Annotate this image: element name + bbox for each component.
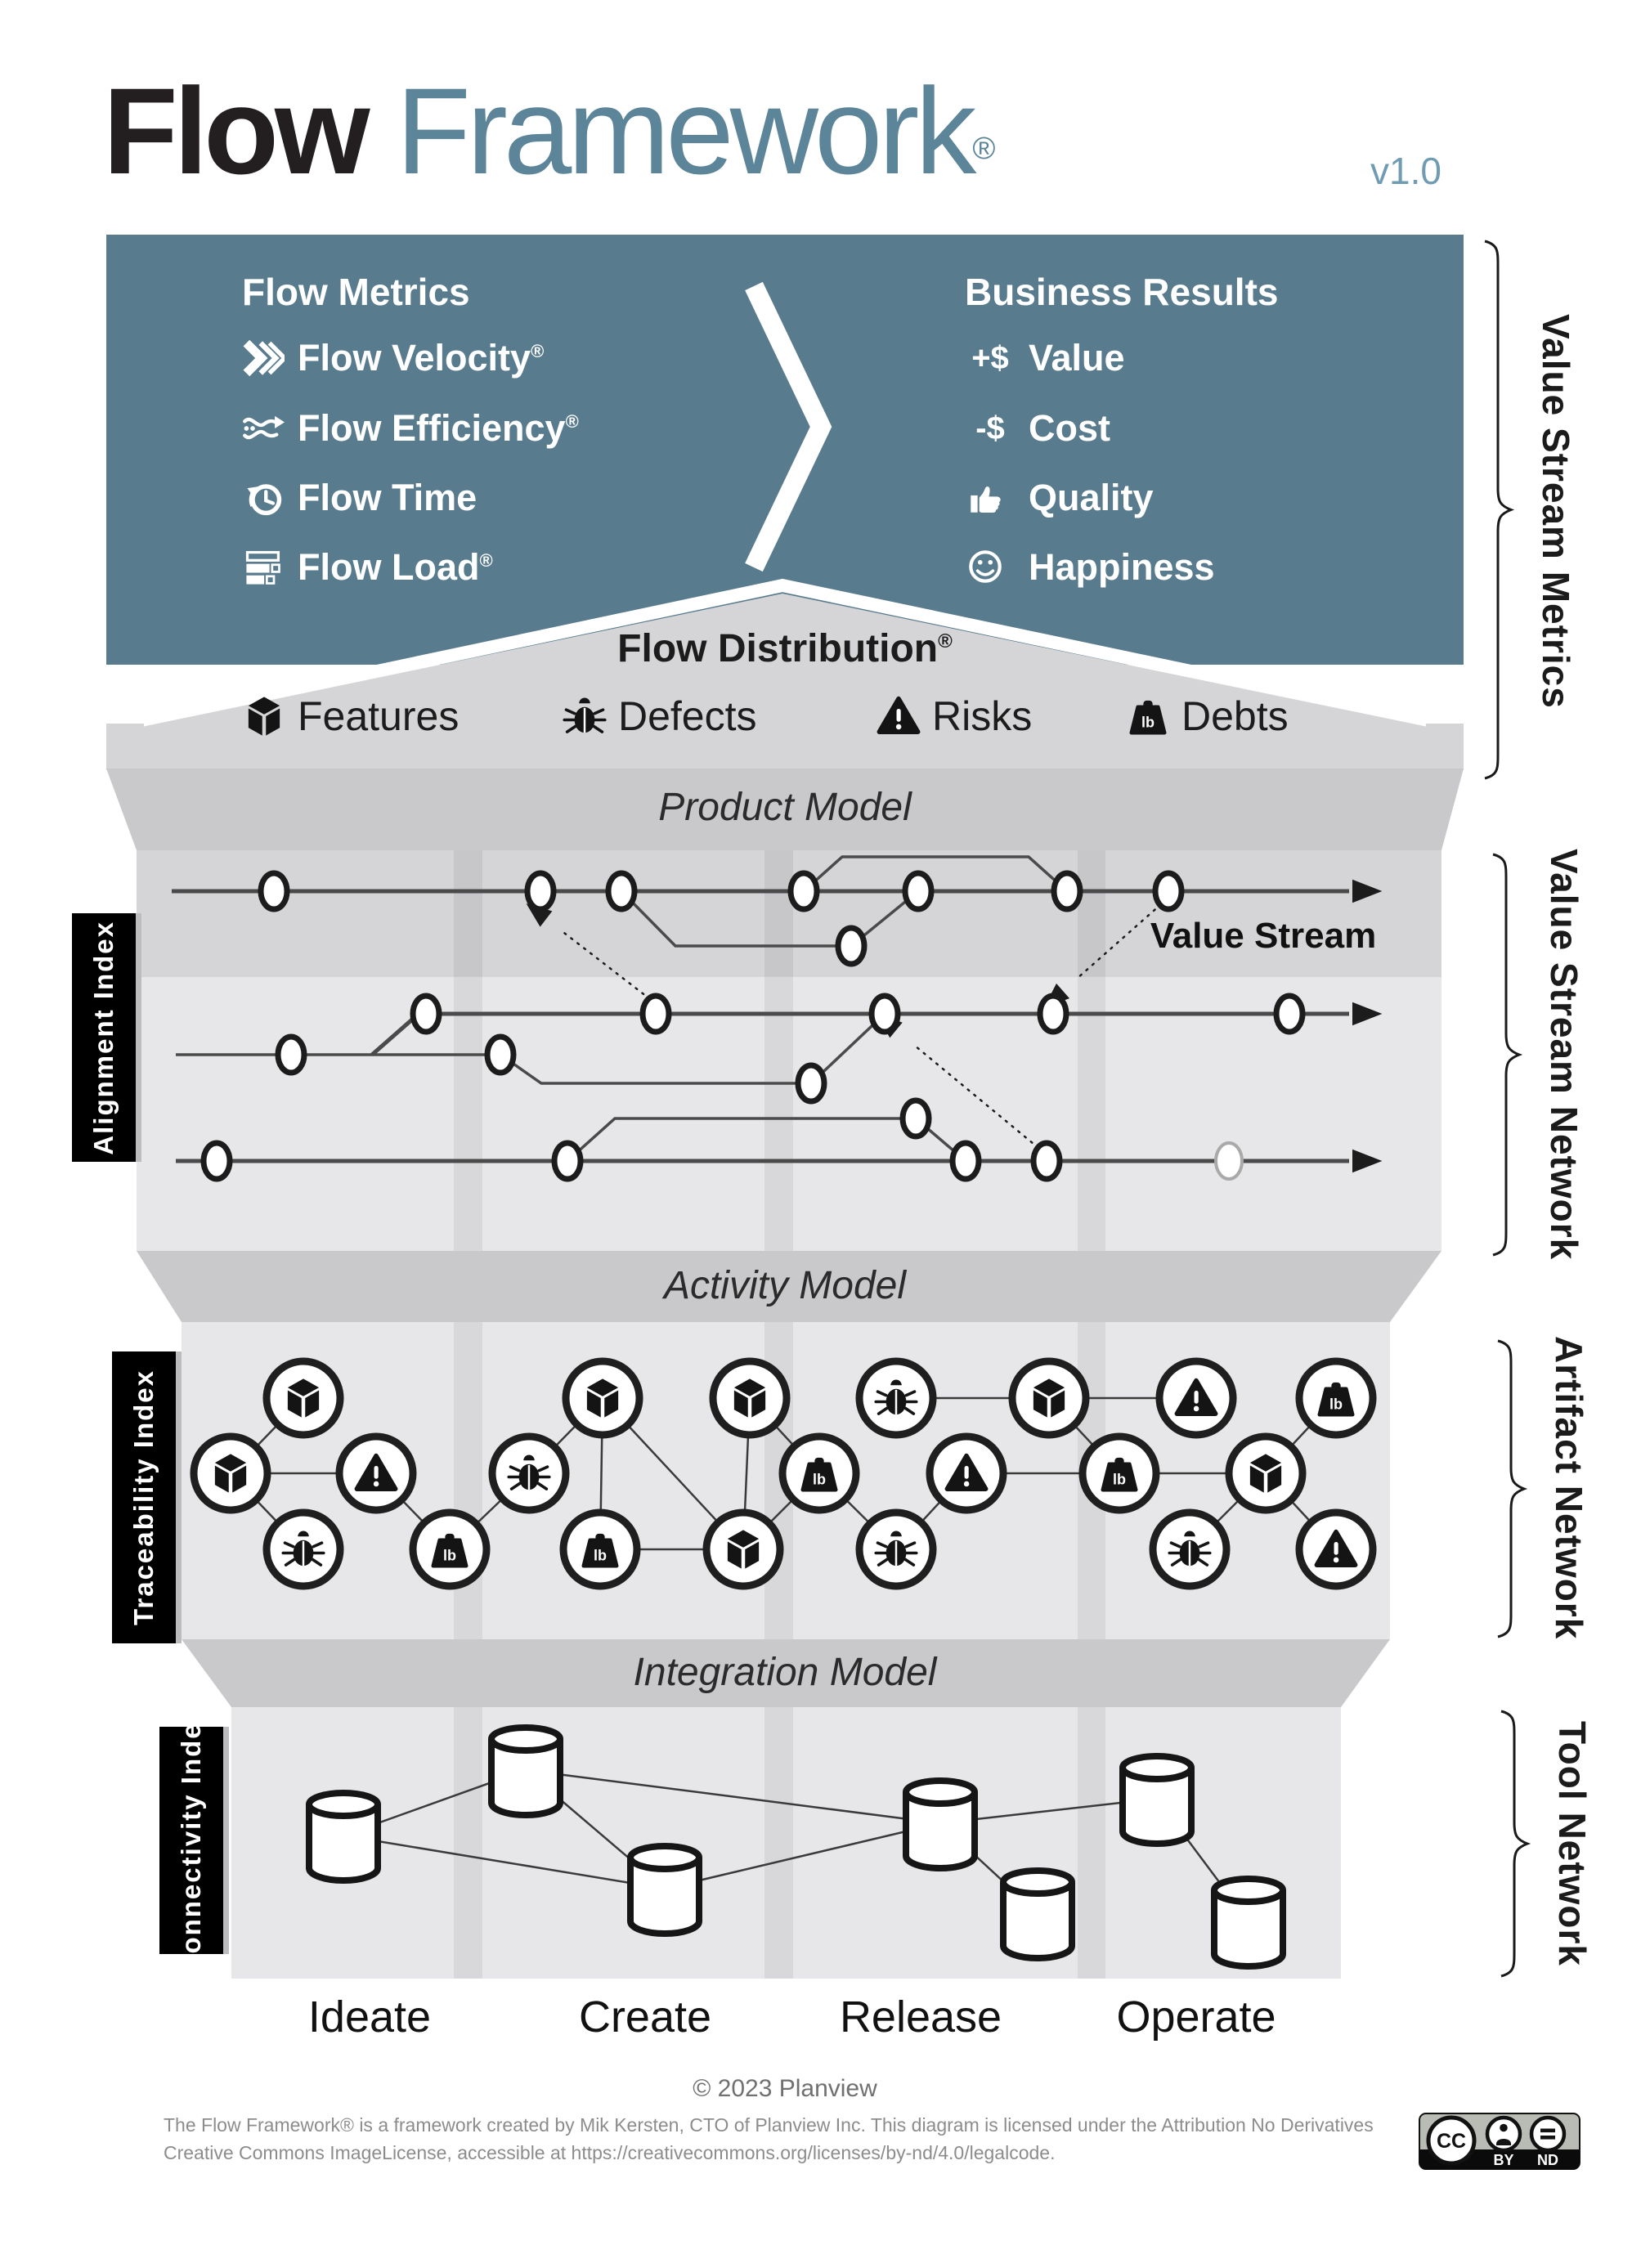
flow-time-icon (242, 477, 285, 519)
license-text-line2: Creative Commons ImageLicense, accessible at https://creativecommons.org/licenses/by-nd/4.0/legalcode. (164, 2142, 1056, 2163)
traceability-index-label: Traceability Index (112, 1351, 182, 1643)
tool-network-label: Tool Network (1551, 1721, 1594, 1966)
title-flow: Flow (103, 62, 366, 199)
brace (1493, 854, 1519, 1255)
metric-item-efficiency: Flow Efficiency® (242, 404, 579, 453)
flow-metrics-header: Flow Metrics (242, 271, 470, 313)
distribution-item-defects: Defects (563, 692, 757, 741)
result-item-value: +$ Value (965, 334, 1125, 383)
plus-dollar-icon: +$ (971, 339, 1009, 376)
version-label: v1.0 (1370, 150, 1441, 192)
work-item-circle (1054, 873, 1080, 909)
product-model-label: Product Model (658, 786, 912, 829)
work-item-circle (261, 873, 287, 909)
minus-dollar-icon: -$ (975, 410, 1005, 446)
activity-model-label: Activity Model (663, 1264, 907, 1307)
work-item-circle (554, 1143, 581, 1179)
tool-database-icon (1123, 1756, 1191, 1844)
distribution-item-features: Features (242, 692, 459, 741)
work-item-circle (791, 873, 817, 909)
tool-database-icon (630, 1846, 699, 1934)
nd-text: ND (1537, 2152, 1558, 2168)
work-item-circle (838, 928, 864, 964)
business-results-header: Business Results (965, 271, 1279, 313)
value-stream-network-label: Value Stream Network (1543, 849, 1585, 1261)
distribution-item-debts: Debts (1126, 692, 1289, 741)
work-item-circle (1033, 1143, 1060, 1179)
artifact-node-feature (1012, 1361, 1086, 1435)
metric-item-time: Flow Time (242, 473, 477, 522)
brace (1485, 241, 1511, 778)
flow-velocity-icon (242, 337, 285, 379)
result-item-cost: -$ Cost (965, 404, 1110, 453)
work-item-circle (527, 873, 554, 909)
work-item-circle (1040, 996, 1066, 1032)
work-item-circle (204, 1143, 230, 1179)
distribution-item-risks: Risks (877, 692, 1032, 741)
artifact-node-feature (713, 1361, 787, 1435)
result-item-quality: Quality (965, 473, 1154, 522)
flow-distribution-title: Flow Distribution® (617, 627, 953, 670)
phase-label-ideate: Ideate (307, 1992, 432, 2042)
artifact-node-feature (1229, 1437, 1302, 1510)
debt-weight-icon (1126, 694, 1170, 738)
phase-label-operate: Operate (1116, 1992, 1276, 2042)
license-text-line1: The Flow Framework® is a framework created by Mik Kersten, CTO of Planview Inc. This diagram is licensed under the Attribution No Derivatives (164, 2114, 1374, 2136)
value-stream-annotation: Value Stream (1150, 916, 1377, 956)
work-item-circle (953, 1143, 979, 1179)
tool-database-icon (1003, 1871, 1072, 1958)
flow-efficiency-icon (242, 407, 285, 450)
feature-cube-icon (242, 694, 286, 738)
phase-label-release: Release (839, 1992, 1002, 2042)
work-item-circle (798, 1065, 824, 1101)
work-item-circle (278, 1037, 304, 1073)
copyright-text: © 2023 Planview (693, 2075, 877, 2102)
value-stream-network-panel (137, 850, 1441, 1251)
alignment-index-label: Alignment Index (72, 913, 141, 1162)
cc-text: CC (1436, 2130, 1467, 2153)
defect-bug-icon (563, 694, 607, 738)
value-stream-metrics-label: Value Stream Metrics (1535, 313, 1577, 709)
work-item-circle (413, 996, 439, 1032)
work-item-circle (903, 1100, 929, 1136)
value-stream-highlight (137, 850, 1441, 977)
result-item-happiness: Happiness (965, 543, 1215, 592)
metric-item-velocity: Flow Velocity® (242, 334, 544, 383)
brace (1501, 1711, 1527, 1976)
artifact-node-feature (194, 1437, 267, 1510)
artifact-network-label: Artifact Network (1548, 1336, 1590, 1640)
work-item-circle (905, 873, 931, 909)
work-item-circle-open (1216, 1143, 1242, 1179)
metric-item-load: Flow Load® (242, 543, 493, 592)
cc-by-nd-badge (1419, 2113, 1580, 2170)
smiley-icon (965, 546, 1016, 589)
work-item-circle (487, 1037, 513, 1073)
by-text: BY (1493, 2152, 1514, 2168)
work-item-circle (872, 996, 898, 1032)
brace (1498, 1341, 1524, 1637)
artifact-node-feature (566, 1361, 639, 1435)
title-framework: Framework® (396, 62, 996, 199)
banner-chevron (754, 286, 821, 567)
work-item-circle (643, 996, 669, 1032)
work-item-circle (1276, 996, 1302, 1032)
connectivity-index-label: Connectivity Index (159, 1727, 229, 1954)
flow-load-icon (242, 546, 285, 589)
nd-equals-icon (1531, 2118, 1564, 2150)
work-item-circle (1155, 873, 1181, 909)
risk-triangle-icon (877, 694, 921, 738)
phase-label-create: Create (578, 1992, 712, 2042)
artifact-node-feature (267, 1361, 340, 1435)
page-title (103, 64, 995, 199)
integration-model-label: Integration Model (633, 1651, 937, 1694)
artifact-node-feature (706, 1513, 780, 1586)
work-item-circle (608, 873, 634, 909)
registered-mark: ® (972, 132, 996, 166)
thumbs-up-icon (965, 477, 1016, 519)
tool-database-icon (1214, 1879, 1283, 1966)
section-braces (1485, 241, 1527, 1976)
tool-database-icon (491, 1728, 560, 1815)
tool-database-icon (309, 1793, 378, 1880)
tool-database-icon (906, 1781, 975, 1868)
